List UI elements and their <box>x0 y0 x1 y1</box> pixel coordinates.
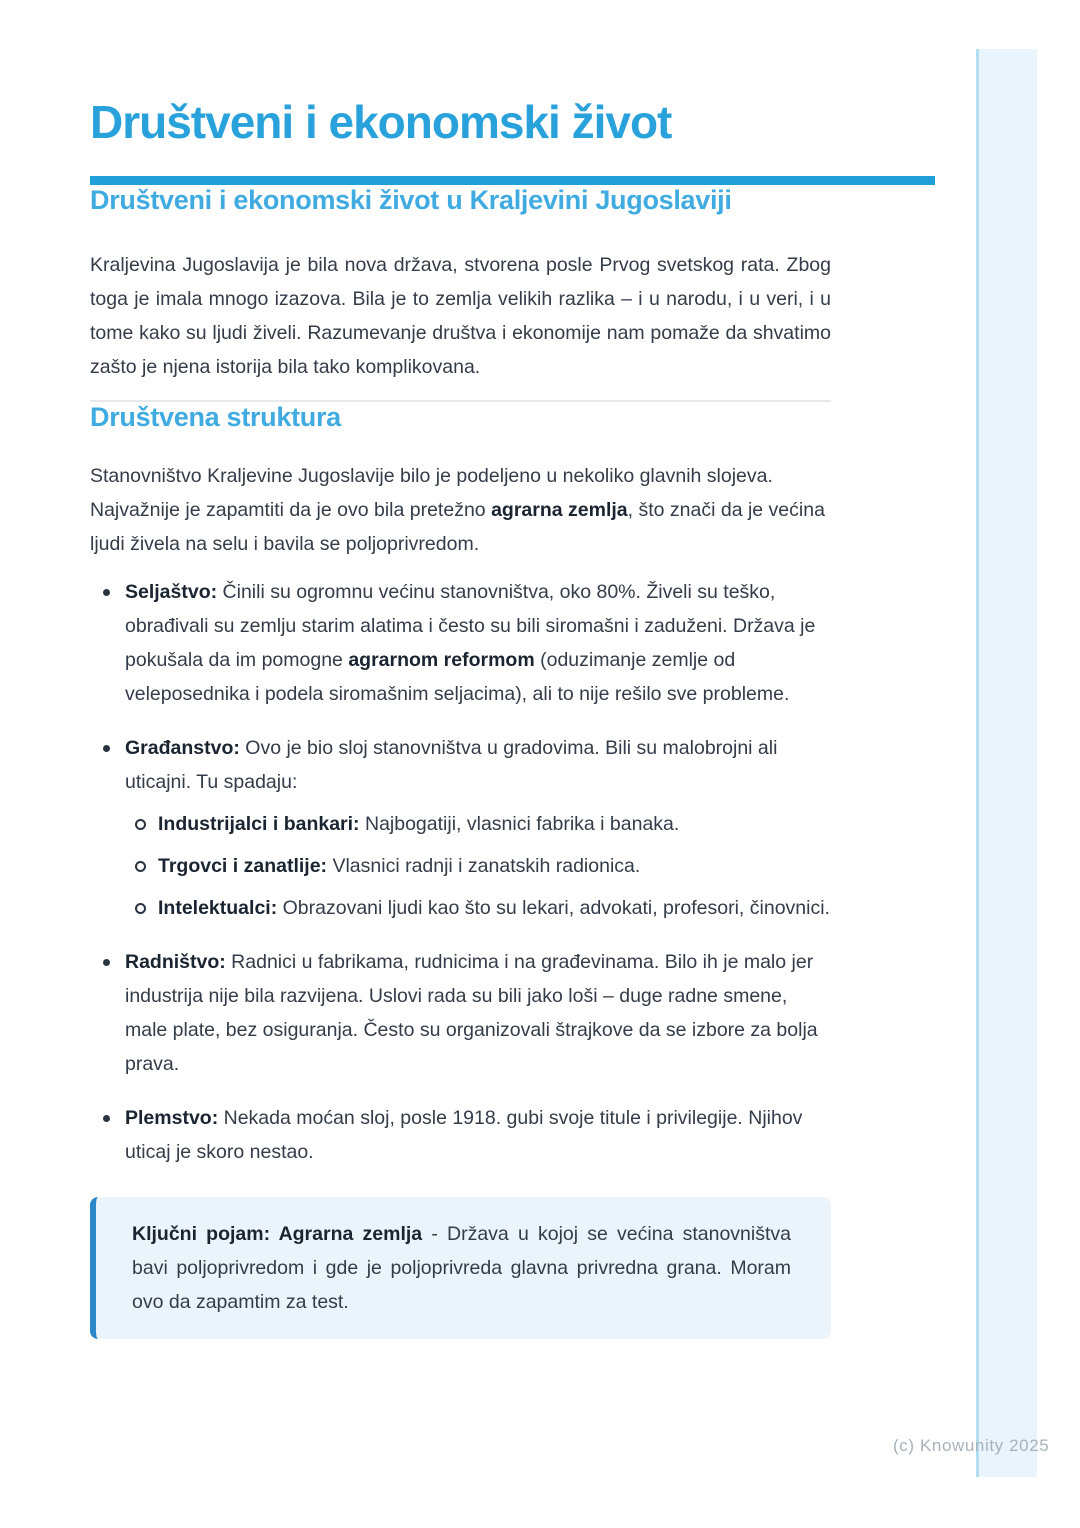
key-term-label: Ključni pojam: Agrarna zemlja <box>132 1223 423 1245</box>
trgovci-text: Vlasnici radnji i zanatskih radionica. <box>327 855 641 877</box>
list-item-seljastvo <box>90 575 831 711</box>
structure-intro-bold: agrarna zemlja <box>491 499 628 521</box>
list-item-plemstvo <box>90 1101 831 1169</box>
radnistvo-label: Radništvo: <box>125 951 226 973</box>
plemstvo-text: Nekada moćan sloj, posle 1918. gubi svoje titule i privilegije. Njihov uticaj je skoro nestao. <box>125 1107 803 1163</box>
bullet-icon <box>103 589 110 596</box>
social-classes-list <box>90 575 831 1169</box>
bullet-icon <box>103 745 110 752</box>
page-title: Društveni i ekonomski život <box>90 96 672 148</box>
trgovci-label: Trgovci i zanatlije: <box>158 855 328 877</box>
bullet-icon <box>103 959 110 966</box>
sub-item-trgovci <box>125 849 831 883</box>
title-underline-rule <box>90 176 935 185</box>
list-item-radnistvo <box>90 945 831 1081</box>
intelektualci-text: Obrazovani ljudi kao što su lekari, advokati, profesori, činovnici. <box>277 897 830 919</box>
industrijalci-text: Najbogatiji, vlasnici fabrika i banaka. <box>359 813 680 835</box>
key-term-callout <box>90 1197 831 1339</box>
radnistvo-text: Radnici u fabrikama, rudnicima i na građevinama. Bilo ih je malo jer industrija nije bila razvijena. Uslovi rada su bili jako loši – duge radne smene, male plate, bez osiguranja. Često su organizovali štrajkove da se izbore za bolja prava. <box>125 951 818 1075</box>
key-term-text: - Država u kojoj se većina stanovništva bavi poljoprivredom i gde je poljoprivreda glavna privredna grana. Moram ovo da zapamtim za test. <box>132 1223 791 1313</box>
seljastvo-text-pre: Činili su ogromnu većinu stanovništva, oko 80%. Živeli su teško, obrađivali su zemlju starim alatima i često su bili siromašni i zaduženi. Država je pokušala da im pomogne <box>125 581 816 671</box>
watermark: (c) Knowunity 2025 <box>893 1436 1050 1455</box>
list-item-gradjanstvo <box>90 731 831 925</box>
section-heading-kraljevina: Društveni i ekonomski život u Kraljevini Jugoslaviji <box>90 185 732 215</box>
seljastvo-label: Seljaštvo: <box>125 581 218 603</box>
industrijalci-label: Industrijalci i bankari: <box>158 813 360 835</box>
circle-bullet-icon <box>135 819 146 830</box>
gradjanstvo-sublist <box>125 807 831 925</box>
structure-intro-pre: Stanovništvo Kraljevine Jugoslavije bilo je podeljeno u nekoliko glavnih slojeva. Najvažnije je zapamtiti da je ovo bila pretežno <box>90 465 773 521</box>
structure-intro-post: , što znači da je većina ljudi živela na selu i bavila se poljoprivredom. <box>90 499 825 555</box>
section-heading-struktura: Društvena struktura <box>90 402 341 432</box>
circle-bullet-icon <box>135 861 146 872</box>
seljastvo-text-post: (oduzimanje zemlje od veleposednika i podela siromašnim seljacima), ali to nije rešilo sve probleme. <box>125 649 790 705</box>
circle-bullet-icon <box>135 903 146 914</box>
intro-paragraph: Kraljevina Jugoslavija je bila nova država, stvorena posle Prvog svetskog rata. Zbog toga je imala mnogo izazova. Bila je to zemlja velikih razlika – i u narodu, i u veri, i u tome kako su ljudi živeli. Razumevanje društva i ekonomije nam pomaže da shvatimo zašto je njena istorija bila tako komplikovana. <box>90 254 831 378</box>
seljastvo-bold-term: agrarnom reformom <box>348 649 535 671</box>
document-content <box>90 96 831 1339</box>
sub-item-industrijalci <box>125 807 831 841</box>
plemstvo-label: Plemstvo: <box>125 1107 219 1129</box>
gradjanstvo-label: Građanstvo: <box>125 737 240 759</box>
structure-intro-paragraph <box>90 459 831 561</box>
intelektualci-label: Intelektualci: <box>158 897 278 919</box>
side-accent-strip <box>976 49 1037 1477</box>
sub-item-intelektualci <box>125 891 831 925</box>
bullet-icon <box>103 1115 110 1122</box>
gradjanstvo-text: Ovo je bio sloj stanovništva u gradovima. Bili su malobrojni ali uticajni. Tu spadaju: <box>125 737 778 793</box>
